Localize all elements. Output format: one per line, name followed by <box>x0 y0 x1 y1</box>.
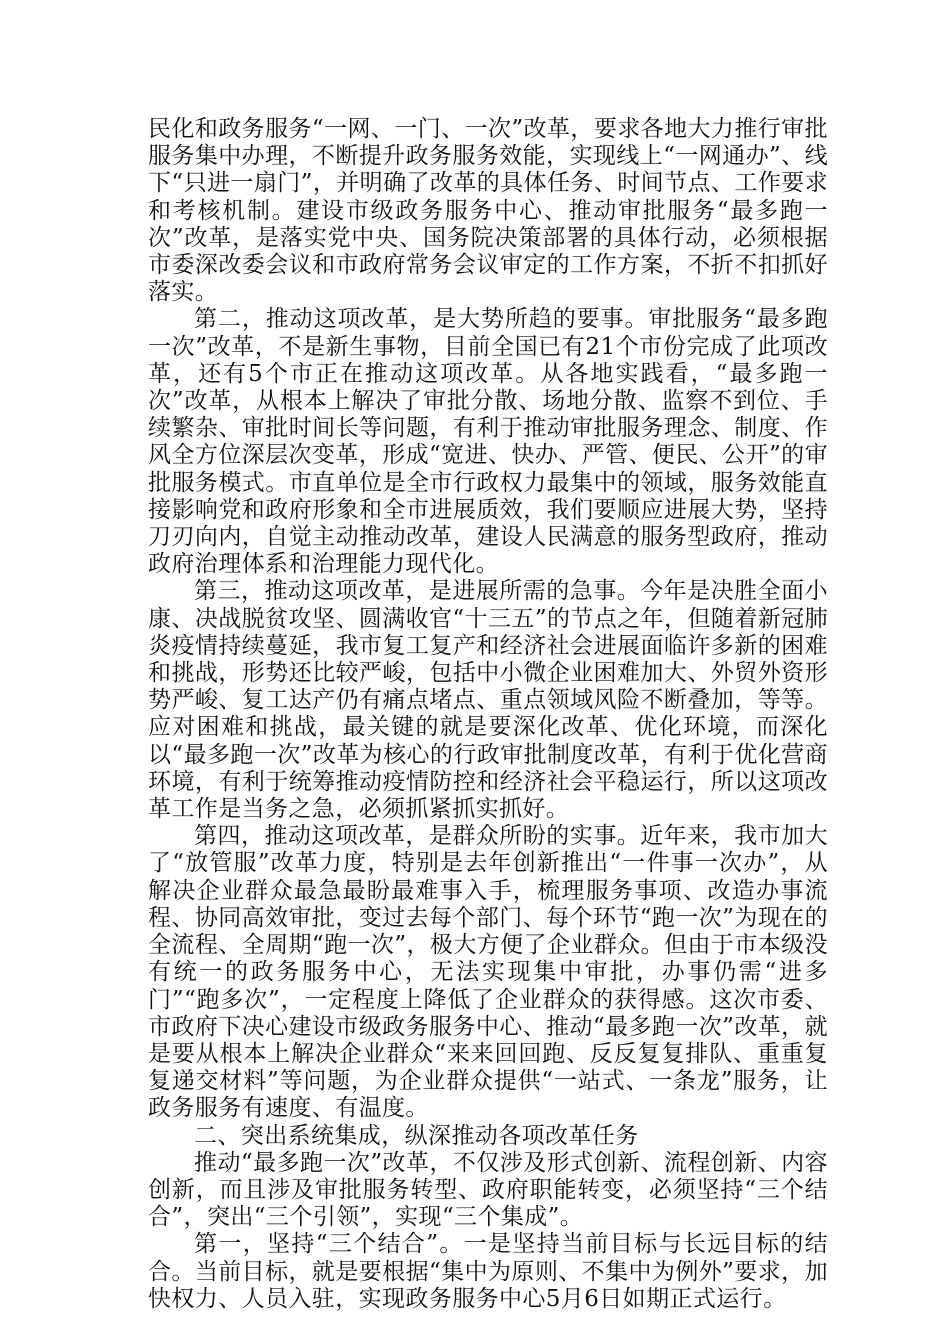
paragraph-4: 第四，推动这项改革，是群众所盼的实事。近年来，我市加大了“放管服”改革力度，特别是去年创新推出“一件事一次办”，从解决企业群众最急最盼最难事入手，梳理服务事项、改造办事流程、协同高效审批，变过去每个部门、每个环节“跑一次”为现在的全流程、全周期“跑一次”，极大方便了企业群众。但由于市本级没有统一的政务服务中心，无法实现集中审批，办事仍需“进多门”“跑多次”，一定程度上降低了企业群众的获得感。这次市委、市政府下决心建设市级政务服务中心、推动“最多跑一次”改革，就是要从根本上解决企业群众“来来回回跑、反反复复排队、重重复复递交材料”等问题，为企业群众提供“一站式、一条龙”服务，让政务服务有速度、有温度。 <box>148 823 828 1122</box>
paragraph-3: 第三，推动这项改革，是进展所需的急事。今年是决胜全面小康、决战脱贫攻坚、圆满收官“十三五”的节点之年，但随着新冠肺炎疫情持续蔓延，我市复工复产和经济社会进展面临许多新的困难和挑战，形势还比较严峻，包括中小微企业困难加大、外贸外资形势严峻、复工达产仍有痛点堵点、重点领域风险不断叠加，等等。应对困难和挑战，最关键的就是要深化改革、优化环境，而深化以“最多跑一次”改革为核心的行政审批制度改革，有利于优化营商环境，有利于统筹推动疫情防控和经济社会平稳运行，所以这项改革工作是当务之急，必须抓紧抓实抓好。 <box>148 578 828 823</box>
paragraph-1: 民化和政务服务“一网、一门、一次”改革，要求各地大力推行审批服务集中办理，不断提升政务服务效能，实现线上“一网通办”、线下“只进一扇门”，并明确了改革的具体任务、时间节点、工作要求和考核机制。建设市级政务服务中心、推动审批服务“最多跑一次”改革，是落实党中央、国务院决策部署的具体行动，必须根据市委深改委会议和市政府常务会议审定的工作方案，不折不扣抓好落实。 <box>148 116 828 306</box>
paragraph-2: 第二，推动这项改革，是大势所趋的要事。审批服务“最多跑一次”改革，不是新生事物，目前全国已有21个市份完成了此项改革，还有5个市正在推动这项改革。从各地实践看，“最多跑一次”改革，从根本上解决了审批分散、场地分散、监察不到位、手续繁杂、审批时间长等问题，有利于推动审批服务理念、制度、作风全方位深层次变革，形成“宽进、快办、严管、便民、公开”的审批服务模式。市直单位是全市行政权力最集中的领域，服务效能直接影响党和政府形象和全市进展质效，我们要顺应进展大势，坚持刀刃向内，自觉主动推动改革，建设人民满意的服务型政府，推动政府治理体系和治理能力现代化。 <box>148 306 828 578</box>
section-heading: 二、突出系统集成，纵深推动各项改革任务 <box>194 1122 639 1149</box>
paragraph-6: 第一，坚持“三个结合”。一是坚持当前目标与长远目标的结合。当前目标，就是要根据“集中为原则、不集中为例外”要求，加快权力、人员入驻，实现政务服务中心5月6日如期正式运行。 <box>148 1231 828 1312</box>
document-body <box>148 116 828 1313</box>
paragraph-5: 推动“最多跑一次”改革，不仅涉及形式创新、流程创新、内容创新，而且涉及审批服务转型、政府职能转变，必须坚持“三个结合”，突出“三个引领”，实现“三个集成”。 <box>148 1149 828 1231</box>
